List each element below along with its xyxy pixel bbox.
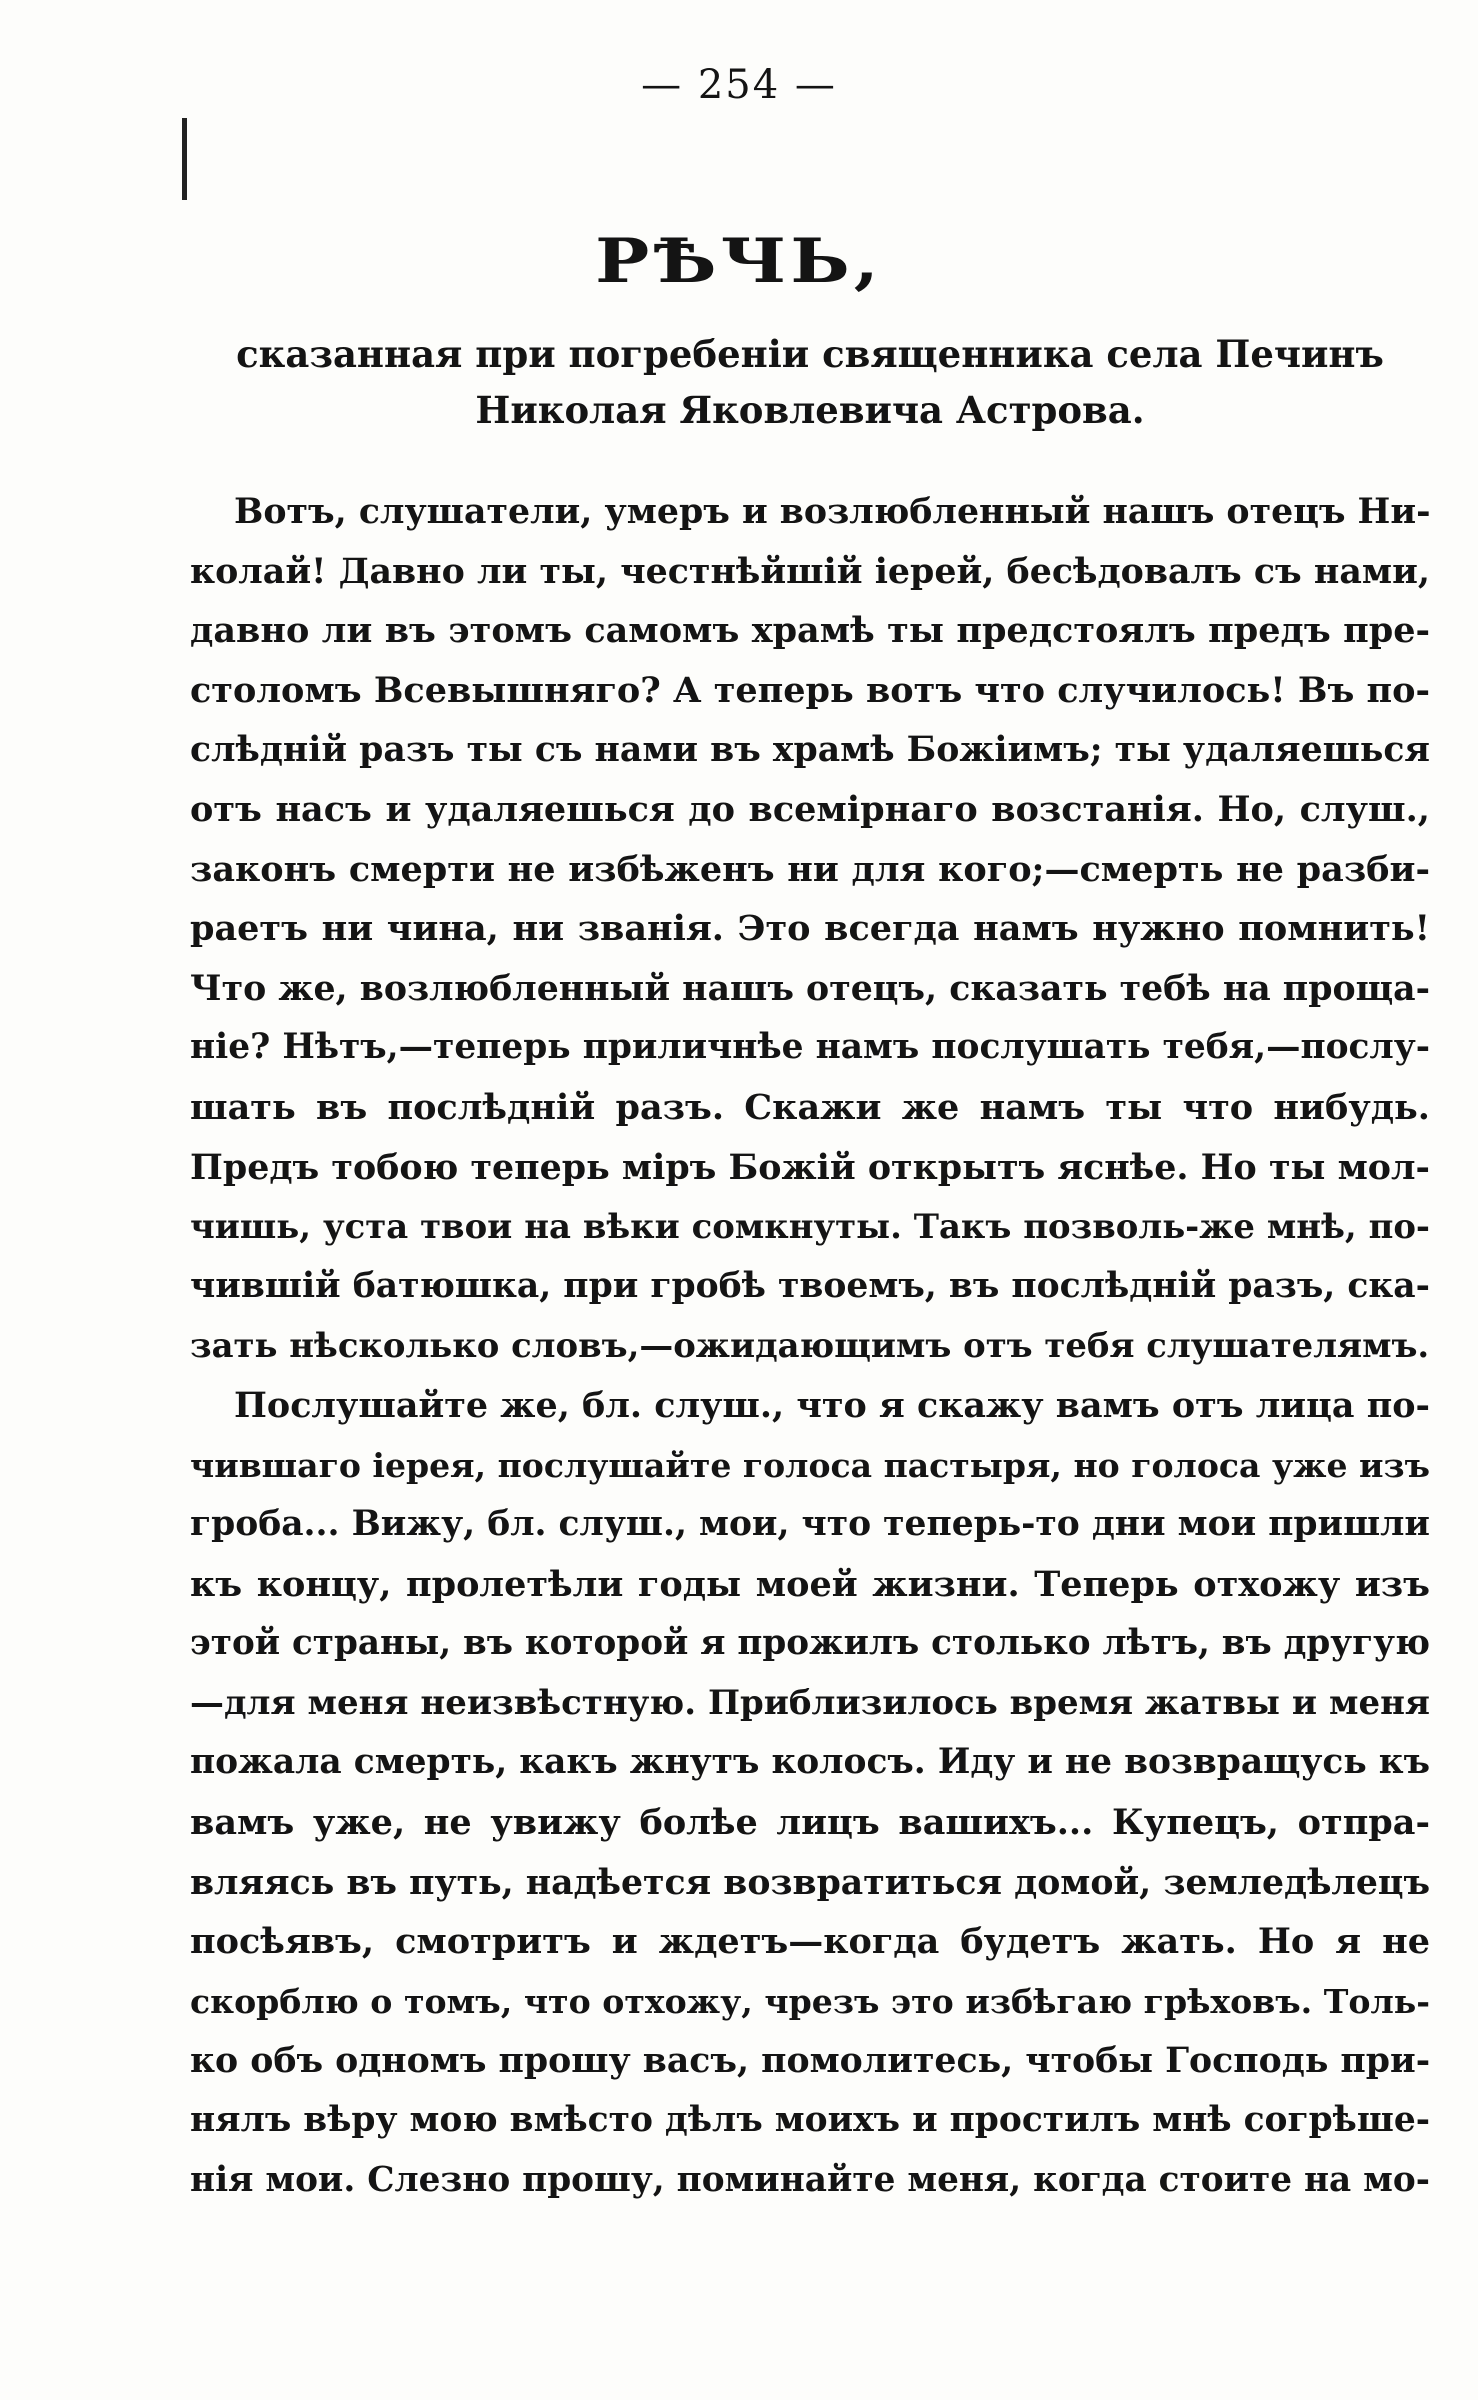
text-line: Послушайте же, бл. слуш., что я скажу вамъ отъ лица по- — [234, 1384, 1430, 1426]
text-line: слѣдній разъ ты съ нами въ храмѣ Божіимъ; ты удаляешься — [190, 729, 1430, 771]
text-line: —для меня неизвѣстную. Приблизилось время жатвы и меня — [190, 1682, 1430, 1723]
text-line: этой страны, въ которой я прожилъ столько лѣтъ, въ другую — [190, 1623, 1430, 1664]
margin-mark — [182, 118, 187, 200]
text-line: вляясь въ путь, надѣется возвратиться домой, земледѣлецъ — [190, 1861, 1430, 1903]
text-line: къ концу, пролетѣли годы моей жизни. Теперь отхожу изъ — [190, 1563, 1430, 1605]
text-line: отъ насъ и удаляешься до всемірнаго возстанія. Но, слуш., — [190, 788, 1430, 830]
text-line: посѣявъ, смотритъ и ждетъ—когда будетъ жать. Но я не — [190, 1921, 1430, 1963]
speech-body — [190, 482, 1430, 2210]
speech-subtitle — [190, 326, 1430, 438]
text-line: Что же, возлюбленный нашъ отецъ, сказать тебѣ на проща- — [190, 967, 1430, 1009]
text-line: нялъ вѣру мою вмѣсто дѣлъ моихъ и простилъ мнѣ согрѣше- — [190, 2100, 1430, 2141]
text-line: гроба... Вижу, бл. слуш., мои, что теперь-то дни мои пришли — [190, 1504, 1430, 1545]
text-line: зать нѣсколько словъ,—ожидающимъ отъ тебя слушателямъ. — [190, 1325, 1430, 1366]
text-line: вамъ уже, не увижу болѣе лицъ вашихъ... Купецъ, отпра- — [190, 1802, 1430, 1844]
text-line: законъ смерти не избѣженъ ни для кого;—смерть не разби- — [190, 848, 1430, 890]
text-line: чишь, уста твои на вѣки сомкнуты. Такъ позволь-же мнѣ, по- — [190, 1206, 1430, 1247]
text-line: давно ли въ этомъ самомъ храмѣ ты предстоялъ предъ пре- — [190, 610, 1430, 652]
subtitle-line: Николая Яковлевича Астрова. — [475, 388, 1145, 432]
text-line: Предъ тобою теперь міръ Божій открытъ яснѣе. Но ты мол- — [190, 1146, 1430, 1188]
text-line: раетъ ни чина, ни званія. Это всегда намъ нужно помнить! — [190, 908, 1430, 950]
text-line: ніе? Нѣтъ,—теперь приличнѣе намъ послушать тебя,—послу- — [190, 1027, 1430, 1068]
page-number: — 254 — — [641, 62, 837, 108]
text-line: столомъ Всевышняго? А теперь вотъ что случилось! Въ по- — [190, 669, 1430, 711]
text-line: ко объ одномъ прошу васъ, помолитесь, чтобы Господь при- — [190, 2040, 1431, 2082]
text-line: Вотъ, слушатели, умеръ и возлюбленный нашъ отецъ Ни- — [234, 491, 1431, 532]
paragraph-1 — [190, 482, 1430, 1376]
subtitle-line: сказанная при погребеніи священника села Печинъ — [236, 332, 1384, 376]
speech-title: РѢЧЬ, — [595, 224, 883, 297]
paragraph-2 — [190, 1376, 1430, 2210]
text-line: чившаго іерея, послушайте голоса пастыря, но голоса уже изъ — [190, 1445, 1430, 1485]
text-line: пожала смерть, какъ жнутъ колосъ. Иду и не возвращусь къ — [190, 1742, 1430, 1783]
text-line: чившій батюшка, при гробѣ твоемъ, въ послѣдній разъ, ска- — [190, 1265, 1430, 1306]
text-line: скорблю о томъ, что отхожу, чрезъ это избѣгаю грѣховъ. Толь- — [190, 1981, 1430, 2021]
text-line: нія мои. Слезно прошу, поминайте меня, когда стоите на мо- — [190, 2159, 1430, 2200]
text-line: колай! Давно ли ты, честнѣйшій іерей, бесѣдовалъ съ нами, — [190, 550, 1430, 592]
text-line: шать въ послѣдній разъ. Скажи же намъ ты что нибудь. — [190, 1086, 1430, 1128]
